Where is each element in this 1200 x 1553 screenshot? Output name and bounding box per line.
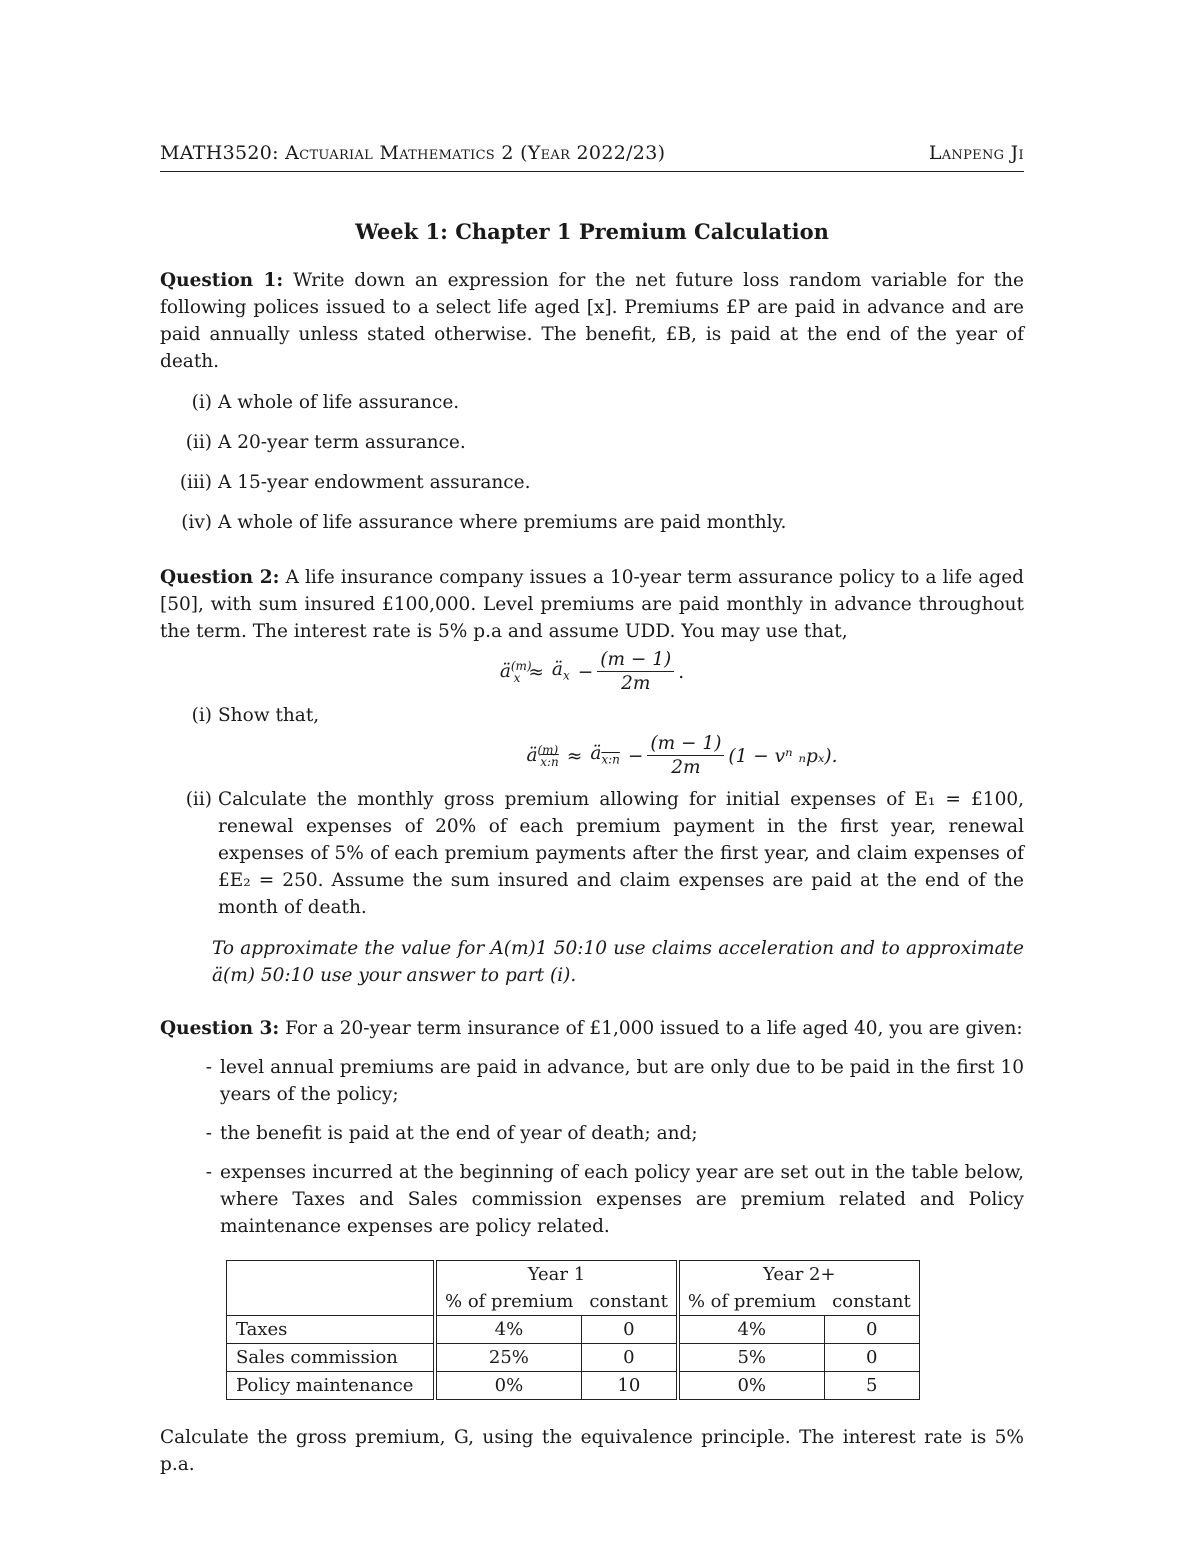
question-2-text: A life insurance company issues a 10-year term assurance policy to a life aged [50], with sum insured £100,000. Level premiums are paid monthly in advance throughout the term. The interest rate is 5% p.a and assume UDD. You may use that, (160, 567, 1024, 642)
list-item: - level annual premiums are paid in advance, but are only due to be paid in the first 10 years of the policy; (205, 1057, 1024, 1105)
question-1-label: Question 1: (160, 270, 284, 291)
question-3 (160, 1015, 1024, 1042)
question-1-text: Write down an expression for the net future loss random variable for the following polices issued to a select life aged [x]. Premiums £P are paid in advance and are paid annually unless stated otherwise. The benefit, £B, is paid at the end of the year of death. (160, 270, 1025, 372)
course-title: MATH3520: Actuarial Mathematics 2 (Year 2022/23) (160, 142, 666, 164)
question-2 (160, 564, 1024, 645)
expenses-table (226, 1260, 920, 1400)
question-2-note: To approximate the value for A(m)1 50:10 use claims acceleration and to approximate ä(m) 50:10 use your answer to part (i). (212, 938, 1024, 986)
list-item: - the benefit is paid at the end of year of death; and; (205, 1123, 698, 1144)
table-row: % of premium constant % of premium constant (227, 1288, 920, 1316)
page-title: Week 1: Chapter 1 Premium Calculation (355, 219, 829, 244)
table-row: Sales commission 25% 0 5% 0 (227, 1344, 920, 1372)
list-item: (iv) A whole of life assurance where premiums are paid monthly. (181, 512, 787, 533)
list-item: (iii) A 15-year endowment assurance. (179, 472, 531, 493)
question-3-label: Question 3: (160, 1018, 280, 1039)
list-item: (i) A whole of life assurance. (191, 392, 460, 413)
annuity-approx-formula: $ä^{(m)}_x$ ≈ $ä_x$ − $\frac{(m - 1)}{2m}$ . (499, 649, 685, 694)
table-row: Policy maintenance 0% 10 0% 5 (227, 1372, 920, 1400)
term-annuity-formula: $ä^{(m)}_{x:n}$ ≈ $ä_{x:n}$ − $\frac{(m - 1)}{2m}$ (1 − vⁿ ₙpₓ). (526, 733, 838, 778)
table-row: Year 1 Year 2+ (227, 1261, 920, 1289)
question-2-part-ii: (ii) Calculate the monthly gross premium allowing for initial expenses of E₁ = £100, renewal expenses of 20% of each premium payment in the first year, renewal expenses of 5% of each premium payments after the first year, and claim expenses of £E₂ = 250. Assume the sum insured and claim expenses are paid at the end of the month of death. (185, 789, 1024, 918)
table-row: Taxes 4% 0 4% 0 (227, 1316, 920, 1344)
question-3-final: Calculate the gross premium, G, using the equivalence principle. The interest rate is 5% p.a. (160, 1427, 1024, 1475)
question-3-text: For a 20-year term insurance of £1,000 issued to a life aged 40, you are given: (285, 1018, 1023, 1039)
page-header (160, 140, 1024, 172)
list-item: (ii) A 20-year term assurance. (185, 432, 466, 453)
author-name: Lanpeng Ji (928, 142, 1024, 164)
question-2-label: Question 2: (160, 567, 280, 588)
document-page (160, 140, 1024, 1478)
question-2-part-i: (i) Show that, (191, 705, 320, 726)
list-item: - expenses incurred at the beginning of each policy year are set out in the table below, where Taxes and Sales commission expenses are premium related and Policy maintenance expenses are policy related. (205, 1162, 1024, 1237)
question-1-items (160, 389, 1024, 536)
question-1 (160, 267, 1024, 375)
